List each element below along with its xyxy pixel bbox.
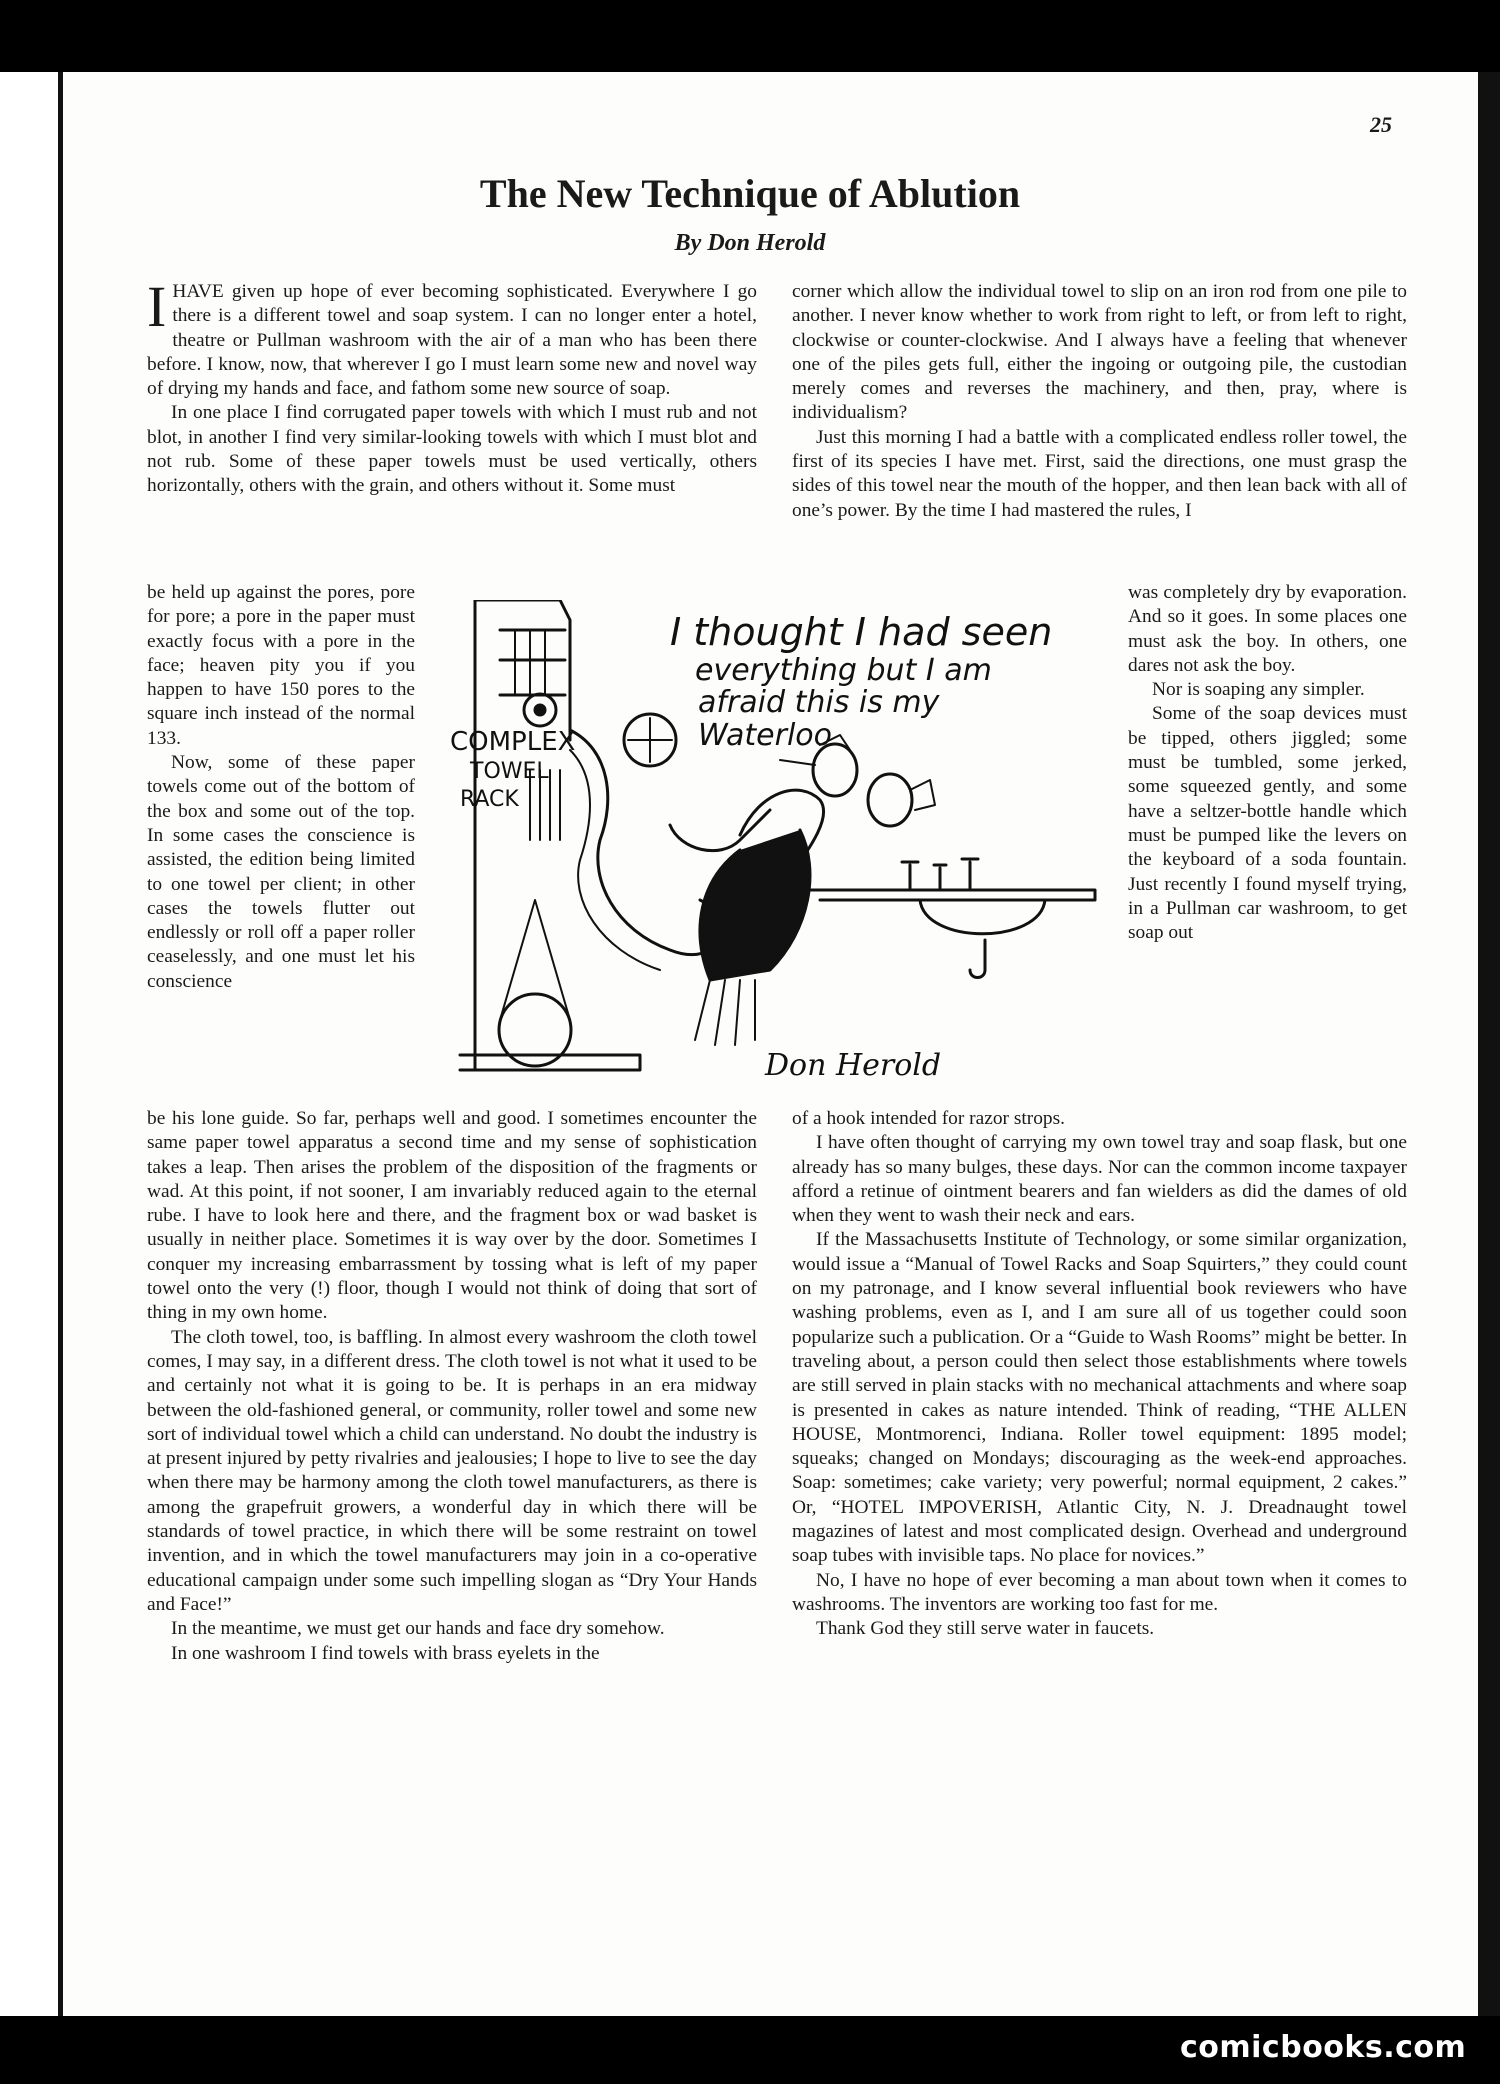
right-column-top [792, 280, 1407, 523]
paragraph: In one washroom I find towels with brass eyelets in the [171, 1642, 600, 1664]
paragraph: Just this morning I had a battle with a complicated endless roller towel, the first of its species I have met. First, said the directions, one must grasp the sides of this towel near the mouth of the hopper, and then lean back with all of one’s power. By the time I had mastered the rules, I [792, 426, 1407, 521]
paragraph: Some of the soap devices must be tipped, others jiggled; some must be tumbled, some jerked, some squeezed gently, and some have a seltzer-bottle handle which must be pumped like the levers on the keyboard of a soda fountain. Just recently I found myself trying, in a Pullman car washroom, to get soap out [1128, 703, 1407, 944]
man-nose [780, 760, 815, 765]
machine-slats [515, 630, 545, 695]
cartoon-caption-line: everything but I am [695, 653, 992, 688]
cartoon-caption-line: Waterloo [698, 718, 833, 753]
left-column-narrow [147, 581, 415, 994]
steering-spokes [628, 718, 672, 762]
basin-drain [970, 940, 985, 978]
scan-border-top [0, 0, 1500, 72]
cartoon-caption-line: afraid this is my [698, 685, 940, 720]
paragraph [147, 274, 757, 401]
man-legs [695, 980, 755, 1045]
right-column-narrow [1128, 581, 1407, 945]
paragraph: Thank God they still serve water in faucets. [816, 1618, 1155, 1640]
machine-label-line: COMPLEX [450, 727, 576, 757]
towel-stream-edge [570, 750, 660, 970]
article-byline: By Don Herold [674, 230, 826, 256]
wash-counter [780, 890, 1095, 900]
cartoon-caption-line: I thought I had seen [670, 610, 1053, 654]
paragraph: corner which allow the individual towel to slip on an iron rod from one pile to another. I never know whether to work from right to left, or from left to right, clockwise or counter-clockwise. And I always have a feeling that whenever one of the piles gets full, either the ingoing or outgoing pile, the custodian merely comes and reverses the machinery, and then, pray, where is individualism? [792, 281, 1407, 424]
paragraph: No, I have no hope of ever becoming a man about town when it comes to washrooms. The inventors are working too fast for me. [792, 1569, 1407, 1615]
left-column-top [147, 274, 757, 499]
paragraph: was completely dry by evaporation. And so it goes. In some places one must ask the boy. In others, one dares not ask the boy. [1128, 582, 1407, 676]
soap-dispenser [934, 865, 946, 888]
machine-shelves [500, 630, 565, 695]
article-title: The New Technique of Ablution [479, 171, 1021, 216]
machine-label-line: TOWEL [470, 759, 549, 784]
drop-cap: I [147, 274, 167, 339]
paragraph: be his lone guide. So far, perhaps well and good. I sometimes encounter the same paper towel apparatus a second time and my sense of sophistication takes a leap. Then arises the problem of the disposition of the fragments or wad. At this point, if not sooner, I am invariably reduced again to the eternal rube. I have to look here and there, and the fragment box or wad basket is usually in neither place. Sometimes it is way over by the door. Sometimes I conquer my increasing embarrassment by tossing what is left of my paper towel onto the very (!) floor, though I would not think of doing that sort of thing in my own home. [147, 1108, 757, 1324]
paragraph: Nor is soaping any simpler. [1152, 679, 1365, 701]
machine-label-line: RACK [460, 787, 519, 812]
paragraph: I have often thought of carrying my own towel tray and soap flask, but one already has so many bulges, these days. Nor can the common income taxpayer afford a retinue of ointment bearers and fan wielders as did the dames of old when they went to wash their neck and ears. [792, 1132, 1407, 1227]
flying-hat [868, 774, 912, 826]
hat-brim [910, 780, 935, 810]
scan-border-right [1478, 72, 1500, 2016]
left-column-bottom [147, 1107, 757, 1666]
man-jacket [700, 830, 810, 980]
page-number: 25 [1370, 112, 1392, 137]
watermark: comicbooks.com [1180, 2030, 1467, 2065]
wash-basin [920, 900, 1045, 934]
wheel-hub [535, 705, 545, 715]
man-hands [670, 810, 770, 851]
soap-dispenser [902, 862, 918, 888]
paragraph: In the meantime, we must get our hands and face dry somehow. [171, 1618, 665, 1640]
soap-dispenser [962, 859, 978, 888]
paragraph: If the Massachusetts Institute of Technology, or some similar organization, would issue a “Manual of Towel Racks and Soap Squirters,” they could count on my patronage, and I know several influential book reviewers who have washing problems, even as I, and I am sure all of us together could soon popularize such a publication. Or a “Guide to Wash Rooms” might be better. In traveling about, a person could then select those establishments where towels are still served in plain stacks with no mechanical attachments and where soap is presented in cakes as nature intended. Think of reading, “THE ALLEN HOUSE, Montmorenci, Indiana. Roller towel equipment: 1895 model; squeaks; changed on Mondays; discouraging as the week-end approaches. Soap: sometimes; cake variety; very powerful; normal equipment, 2 cakes.” Or, “HOTEL IMPOVERISH, Atlantic City, N. J. Dreadnaught towel magazines of latest and most complicated design. Overhead and underground soap tubes with invisible taps. No place for novices.” [792, 1229, 1407, 1567]
paragraph-text: HAVE given up hope of ever becoming sophisticated. Everywhere I go there is a different towel and soap system. I can no longer enter a hotel, theatre or Pullman washroom with the air of a man who has been there before. I know, now, that wherever I go I must learn some new and novel way of drying my hands and face, and fathom some new source of soap. [147, 281, 757, 400]
paragraph: Now, some of these paper towels come out of the bottom of the box and some out of the top. In some cases the conscience is assisted, the edition being limited to one towel per client; in other cases the towels flutter out endlessly or roll off a paper roller ceaselessly, and one must let his conscience [147, 752, 415, 992]
artist-signature: Don Herold [765, 1048, 942, 1083]
towel-rack-cartoon [440, 600, 1100, 1100]
right-column-bottom [792, 1107, 1407, 1642]
paragraph: of a hook intended for razor strops. [792, 1108, 1066, 1129]
paragraph: The cloth towel, too, is baffling. In almost every washroom the cloth towel comes, I may say, in a different dress. The cloth towel is not what it used to be and certainly not what it is going to be. It is perhaps in an era midway between the old-fashioned general, or community, roller towel and some new sort of individual towel which a child can understand. No doubt the industry is at present injured by petty rivalries and jealousies; I hope to live to see the day when there may be harmony among the cloth towel manufacturers, as there is among the grapefruit growers, a wonderful day in which there will be standards of towel practice, in which there will be some restraint on towel invention, and in which the towel manufacturers may join in a co-operative educational campaign under some such impelling slogan as “Dry Your Hands and Face!” [147, 1326, 757, 1615]
paragraph: In one place I find corrugated paper towels with which I must rub and not blot, in another I find very similar-looking towels with which I must blot and not rub. Some of these paper towels must be used vertically, others horizontally, others with the grain, and others without it. Some must [147, 402, 757, 497]
paragraph: be held up against the pores, pore for pore; a pore in the paper must exactly focus with a pore in the face; heaven pity you if you happen to have 150 pores to the square inch instead of the normal 133. [147, 582, 415, 749]
